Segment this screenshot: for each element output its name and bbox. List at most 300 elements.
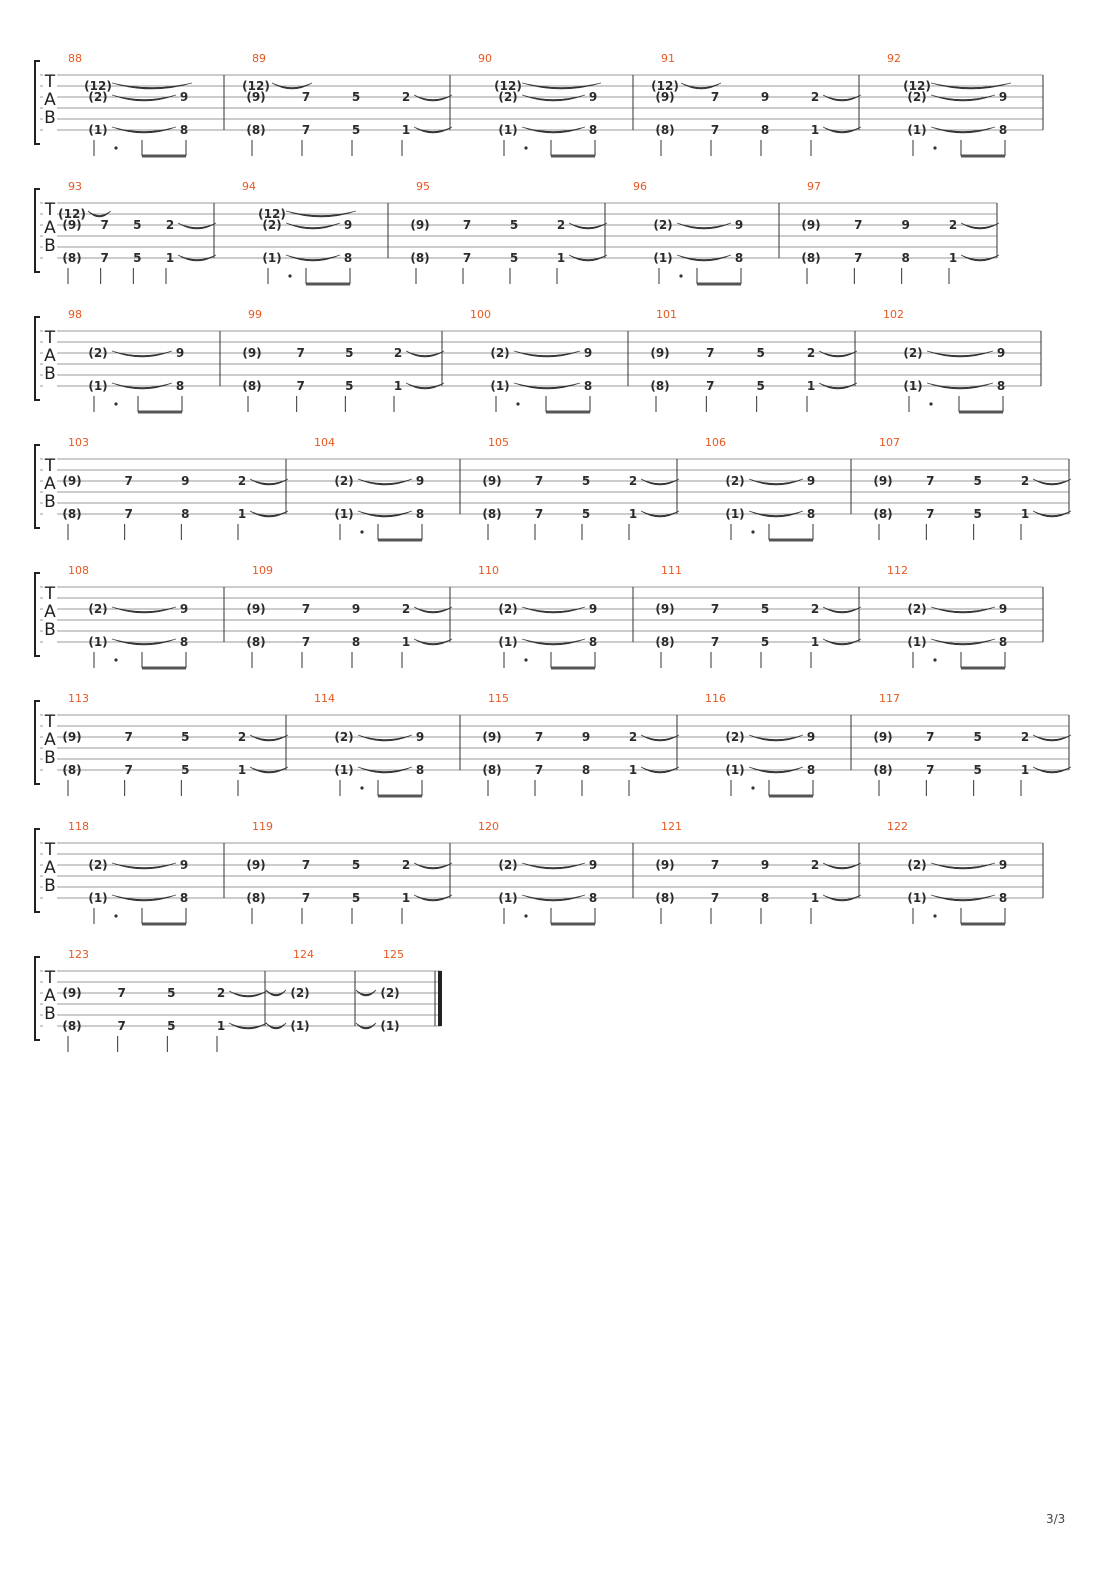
tab-clef-b: B <box>44 364 56 384</box>
tie <box>677 223 731 229</box>
measure-number: 91 <box>661 52 675 65</box>
measure-number: 89 <box>252 52 266 65</box>
measure-number: 97 <box>807 180 821 193</box>
measure-number: 95 <box>416 180 430 193</box>
fret-number: 1 <box>948 251 958 265</box>
fret-number: 5 <box>509 251 519 265</box>
tab-clef-b: B <box>44 108 56 128</box>
tab-clef-a: A <box>44 730 56 750</box>
fret-number: (2) <box>334 474 354 488</box>
fret-number: (1) <box>334 763 354 777</box>
fret-number: 7 <box>100 251 109 265</box>
fret-number: 9 <box>998 858 1008 872</box>
system-bracket <box>35 573 40 656</box>
tie <box>823 607 861 613</box>
fret-number: 8 <box>806 507 816 521</box>
fret-number: (8) <box>655 891 675 905</box>
fret-number: 1 <box>1020 507 1030 521</box>
fret-number: (1) <box>653 251 673 265</box>
fret-number: (12) <box>258 207 286 221</box>
tab-clef-b: B <box>44 876 56 896</box>
fret-number: 8 <box>760 123 770 137</box>
measure-number: 111 <box>661 564 682 577</box>
fret-number: 1 <box>810 635 820 649</box>
tie <box>823 95 861 101</box>
measure-number: 88 <box>68 52 82 65</box>
fret-number: 7 <box>124 763 133 777</box>
fret-number: 7 <box>124 507 133 521</box>
fret-number: 5 <box>133 218 142 232</box>
fret-number: 9 <box>351 602 361 616</box>
fret-number: (9) <box>801 218 821 232</box>
measure-number: 114 <box>314 692 335 705</box>
tab-clef-b: B <box>44 492 56 512</box>
system-bracket <box>35 829 40 912</box>
fret-number: 5 <box>973 763 982 777</box>
fret-number: 1 <box>810 123 820 137</box>
measure-number: 102 <box>883 308 904 321</box>
rhythm-dot <box>524 146 527 149</box>
fret-number: 9 <box>179 602 189 616</box>
fret-number: (12) <box>651 79 679 93</box>
fret-number: 9 <box>581 730 591 744</box>
tie <box>1033 735 1071 741</box>
fret-number: (1) <box>498 891 518 905</box>
fret-number: 2 <box>556 218 566 232</box>
fret-number: 5 <box>133 251 142 265</box>
tab-clef-a: A <box>44 602 56 622</box>
fret-number: (8) <box>242 379 262 393</box>
fret-number: (12) <box>58 207 86 221</box>
tie <box>522 863 585 869</box>
fret-number: 2 <box>810 858 820 872</box>
fret-number: (8) <box>62 507 82 521</box>
tie <box>514 351 580 357</box>
fret-number: 1 <box>237 763 247 777</box>
fret-number: (2) <box>490 346 510 360</box>
tie <box>641 479 679 485</box>
fret-number: 9 <box>806 730 816 744</box>
rhythm-dot <box>679 274 682 277</box>
tab-clef-t: T <box>44 328 56 348</box>
tie <box>229 991 267 997</box>
fret-number: 5 <box>345 379 354 393</box>
rhythm-dot <box>288 274 291 277</box>
tab-clef-b: B <box>44 236 56 256</box>
measure-number: 115 <box>488 692 509 705</box>
fret-number: (1) <box>725 763 745 777</box>
fret-number: (1) <box>907 891 927 905</box>
fret-number: 7 <box>710 858 720 872</box>
tie <box>286 223 340 229</box>
measure-number: 124 <box>293 948 314 961</box>
fret-number: 5 <box>760 635 770 649</box>
fret-number: 5 <box>756 379 765 393</box>
fret-number: 7 <box>117 1019 126 1033</box>
tab-clef-a: A <box>44 858 56 878</box>
fret-number: 5 <box>760 602 770 616</box>
measure-number: 92 <box>887 52 901 65</box>
fret-number: (1) <box>907 123 927 137</box>
fret-number: (9) <box>246 858 266 872</box>
fret-number: (8) <box>482 507 502 521</box>
tab-clef-a: A <box>44 474 56 494</box>
measure-number: 125 <box>383 948 404 961</box>
tie <box>112 351 172 357</box>
fret-number: 1 <box>810 891 820 905</box>
fret-number: (1) <box>88 635 108 649</box>
measure-number: 116 <box>705 692 726 705</box>
fret-number: (8) <box>246 635 266 649</box>
fret-number: 8 <box>588 891 598 905</box>
fret-number: (1) <box>498 123 518 137</box>
fret-number: (9) <box>482 730 502 744</box>
measure-number: 104 <box>314 436 335 449</box>
system-bracket <box>35 445 40 528</box>
fret-number: (8) <box>801 251 821 265</box>
fret-number: 8 <box>998 635 1008 649</box>
fret-number: (2) <box>903 346 923 360</box>
fret-number: 2 <box>165 218 175 232</box>
fret-number: 8 <box>179 635 189 649</box>
measure-number: 105 <box>488 436 509 449</box>
fret-number: (8) <box>650 379 670 393</box>
tie <box>112 607 176 613</box>
fret-number: (2) <box>290 986 310 1000</box>
fret-number: (2) <box>498 602 518 616</box>
fret-number: 1 <box>401 123 411 137</box>
tie <box>414 95 452 101</box>
fret-number: 7 <box>117 986 126 1000</box>
fret-number: 9 <box>998 90 1008 104</box>
tie <box>112 95 176 101</box>
fret-number: (8) <box>482 763 502 777</box>
system-bracket <box>35 189 40 272</box>
fret-number: 5 <box>756 346 765 360</box>
rhythm-dot <box>933 146 936 149</box>
fret-number: (8) <box>246 123 266 137</box>
measure-number: 108 <box>68 564 89 577</box>
fret-number: 2 <box>628 730 638 744</box>
fret-number: 9 <box>760 90 770 104</box>
fret-number: (1) <box>290 1019 310 1033</box>
fret-number: 7 <box>462 251 472 265</box>
fret-number: (9) <box>655 90 675 104</box>
fret-number: 2 <box>401 858 411 872</box>
fret-number: (2) <box>380 986 400 1000</box>
fret-number: 1 <box>237 507 247 521</box>
fret-number: 8 <box>734 251 744 265</box>
tab-clef-t: T <box>44 200 56 220</box>
fret-number: 8 <box>588 123 598 137</box>
tie <box>931 863 995 869</box>
fret-number: 9 <box>181 474 190 488</box>
fret-number: 5 <box>973 474 982 488</box>
fret-number: (9) <box>242 346 262 360</box>
fret-number: 9 <box>760 858 770 872</box>
fret-number: 5 <box>581 507 591 521</box>
fret-number: (8) <box>873 763 893 777</box>
measure-number: 98 <box>68 308 82 321</box>
rhythm-dot <box>751 786 754 789</box>
fret-number: (2) <box>907 90 927 104</box>
fret-number: 8 <box>998 123 1008 137</box>
fret-number: 8 <box>179 123 189 137</box>
measure-number: 113 <box>68 692 89 705</box>
tie <box>1033 479 1071 485</box>
fret-number: 8 <box>351 635 361 649</box>
rhythm-dot <box>751 530 754 533</box>
rhythm-dot <box>516 402 519 405</box>
fret-number: 7 <box>301 90 311 104</box>
fret-number: 1 <box>401 635 411 649</box>
fret-number: 7 <box>301 635 311 649</box>
fret-number: 2 <box>401 602 411 616</box>
tab-clef-a: A <box>44 346 56 366</box>
fret-number: 2 <box>393 346 403 360</box>
measure-number: 123 <box>68 948 89 961</box>
system-bracket <box>35 957 40 1040</box>
measure-number: 119 <box>252 820 273 833</box>
tie <box>823 863 861 869</box>
fret-number: (1) <box>262 251 282 265</box>
fret-number: 1 <box>1020 763 1030 777</box>
fret-number: 1 <box>393 379 403 393</box>
page-number: 3/3 <box>1046 1512 1066 1526</box>
fret-number: 7 <box>534 730 544 744</box>
fret-number: 5 <box>973 730 982 744</box>
fret-number: 5 <box>167 986 176 1000</box>
fret-number: 2 <box>216 986 226 1000</box>
rhythm-dot <box>114 914 117 917</box>
fret-number: 5 <box>351 891 361 905</box>
fret-number: (2) <box>88 90 108 104</box>
fret-number: 8 <box>343 251 353 265</box>
fret-number: (2) <box>725 474 745 488</box>
tie <box>112 863 176 869</box>
fret-number: 7 <box>301 602 311 616</box>
fret-number: 7 <box>534 474 544 488</box>
rhythm-dot <box>360 530 363 533</box>
fret-number: (8) <box>62 251 82 265</box>
fret-number: 9 <box>415 474 425 488</box>
fret-number: (9) <box>62 218 82 232</box>
fret-number: (8) <box>655 635 675 649</box>
measure-number: 103 <box>68 436 89 449</box>
rhythm-dot <box>933 658 936 661</box>
fret-number: (1) <box>380 1019 400 1033</box>
fret-number: 7 <box>710 90 720 104</box>
fret-number: (1) <box>334 507 354 521</box>
fret-number: (9) <box>655 602 675 616</box>
tab-clef-t: T <box>44 72 56 92</box>
fret-number: 8 <box>996 379 1006 393</box>
measure-number: 90 <box>478 52 492 65</box>
fret-number: (9) <box>482 474 502 488</box>
fret-number: 1 <box>806 379 816 393</box>
fret-number: 9 <box>179 90 189 104</box>
fret-number: (9) <box>655 858 675 872</box>
tab-clef-b: B <box>44 620 56 640</box>
fret-number: 7 <box>301 891 311 905</box>
fret-number: 2 <box>810 602 820 616</box>
tie <box>414 863 452 869</box>
fret-number: 5 <box>351 123 361 137</box>
fret-number: (9) <box>873 730 893 744</box>
fret-number: (2) <box>725 730 745 744</box>
measure-number: 110 <box>478 564 499 577</box>
system-bracket <box>35 701 40 784</box>
measure-number: 106 <box>705 436 726 449</box>
fret-number: (9) <box>246 602 266 616</box>
fret-number: 2 <box>237 474 247 488</box>
fret-number: 7 <box>926 730 935 744</box>
fret-number: 7 <box>462 218 472 232</box>
fret-number: 9 <box>996 346 1006 360</box>
rhythm-dot <box>114 146 117 149</box>
fret-number: 7 <box>706 346 715 360</box>
fret-number: 1 <box>628 507 638 521</box>
fret-number: 7 <box>710 602 720 616</box>
fret-number: 5 <box>351 858 361 872</box>
fret-number: 2 <box>810 90 820 104</box>
fret-number: 7 <box>710 891 720 905</box>
tie <box>819 351 857 357</box>
fret-number: (9) <box>873 474 893 488</box>
fret-number: 7 <box>926 763 935 777</box>
fret-number: (12) <box>494 79 522 93</box>
measure-number: 120 <box>478 820 499 833</box>
fret-number: 8 <box>998 891 1008 905</box>
fret-number: (8) <box>655 123 675 137</box>
tie <box>358 735 412 741</box>
fret-number: (1) <box>903 379 923 393</box>
measure-number: 118 <box>68 820 89 833</box>
tie <box>569 223 607 229</box>
tab-clef-t: T <box>44 968 56 988</box>
fret-number: (8) <box>62 763 82 777</box>
fret-number: 7 <box>296 346 305 360</box>
fret-number: 2 <box>628 474 638 488</box>
tie <box>522 95 585 101</box>
fret-number: 8 <box>415 763 425 777</box>
measure-number: 96 <box>633 180 647 193</box>
fret-number: (1) <box>725 507 745 521</box>
fret-number: 9 <box>175 346 185 360</box>
measure-number: 117 <box>879 692 900 705</box>
fret-number: (9) <box>62 730 82 744</box>
fret-number: 1 <box>165 251 175 265</box>
measure-number: 121 <box>661 820 682 833</box>
fret-number: 8 <box>581 763 591 777</box>
fret-number: (12) <box>903 79 931 93</box>
fret-number: (2) <box>334 730 354 744</box>
fret-number: (8) <box>62 1019 82 1033</box>
fret-number: (8) <box>873 507 893 521</box>
fret-number: 9 <box>998 602 1008 616</box>
rhythm-dot <box>929 402 932 405</box>
tie <box>414 607 452 613</box>
tie <box>927 351 993 357</box>
fret-number: 2 <box>1020 730 1030 744</box>
tie <box>358 479 412 485</box>
fret-number: 9 <box>179 858 189 872</box>
fret-number: 9 <box>588 602 598 616</box>
fret-number: 7 <box>706 379 715 393</box>
fret-number: 2 <box>948 218 958 232</box>
fret-number: (2) <box>653 218 673 232</box>
fret-number: 7 <box>301 123 311 137</box>
tab-clef-t: T <box>44 712 56 732</box>
fret-number: 7 <box>534 507 544 521</box>
fret-number: 2 <box>401 90 411 104</box>
fret-number: 1 <box>628 763 638 777</box>
measure-number: 107 <box>879 436 900 449</box>
fret-number: 1 <box>216 1019 226 1033</box>
system-bracket <box>35 61 40 144</box>
fret-number: 5 <box>345 346 354 360</box>
fret-number: 8 <box>181 507 190 521</box>
tab-clef-a: A <box>44 218 56 238</box>
fret-number: 7 <box>124 474 133 488</box>
rhythm-dot <box>360 786 363 789</box>
fret-number: (2) <box>88 346 108 360</box>
fret-number: (1) <box>907 635 927 649</box>
fret-number: 5 <box>167 1019 176 1033</box>
fret-number: (2) <box>88 602 108 616</box>
fret-number: (1) <box>498 635 518 649</box>
rhythm-dot <box>114 402 117 405</box>
fret-number: (2) <box>262 218 282 232</box>
fret-number: 8 <box>179 891 189 905</box>
tie <box>250 735 288 741</box>
measure-number: 99 <box>248 308 262 321</box>
fret-number: 7 <box>534 763 544 777</box>
fret-number: (8) <box>410 251 430 265</box>
rhythm-dot <box>114 658 117 661</box>
tab-clef-b: B <box>44 748 56 768</box>
rhythm-dot <box>933 914 936 917</box>
fret-number: 7 <box>854 218 863 232</box>
tie <box>749 479 803 485</box>
fret-number: 8 <box>175 379 185 393</box>
tie <box>522 607 585 613</box>
tab-clef-t: T <box>44 840 56 860</box>
fret-number: (12) <box>242 79 270 93</box>
fret-number: 2 <box>1020 474 1030 488</box>
final-barline <box>438 971 442 1026</box>
tab-clef-t: T <box>44 584 56 604</box>
fret-number: 2 <box>806 346 816 360</box>
tie <box>178 223 216 229</box>
fret-number: 8 <box>806 763 816 777</box>
fret-number: (2) <box>907 858 927 872</box>
fret-number: 9 <box>588 90 598 104</box>
fret-number: 9 <box>734 218 744 232</box>
fret-number: 7 <box>926 474 935 488</box>
fret-number: 9 <box>415 730 425 744</box>
fret-number: 9 <box>588 858 598 872</box>
fret-number: 7 <box>124 730 133 744</box>
fret-number: 8 <box>588 635 598 649</box>
tab-clef-t: T <box>44 456 56 476</box>
measure-number: 109 <box>252 564 273 577</box>
rhythm-dot <box>524 914 527 917</box>
fret-number: (2) <box>498 90 518 104</box>
fret-number: (2) <box>907 602 927 616</box>
fret-number: (1) <box>88 379 108 393</box>
fret-number: (2) <box>498 858 518 872</box>
